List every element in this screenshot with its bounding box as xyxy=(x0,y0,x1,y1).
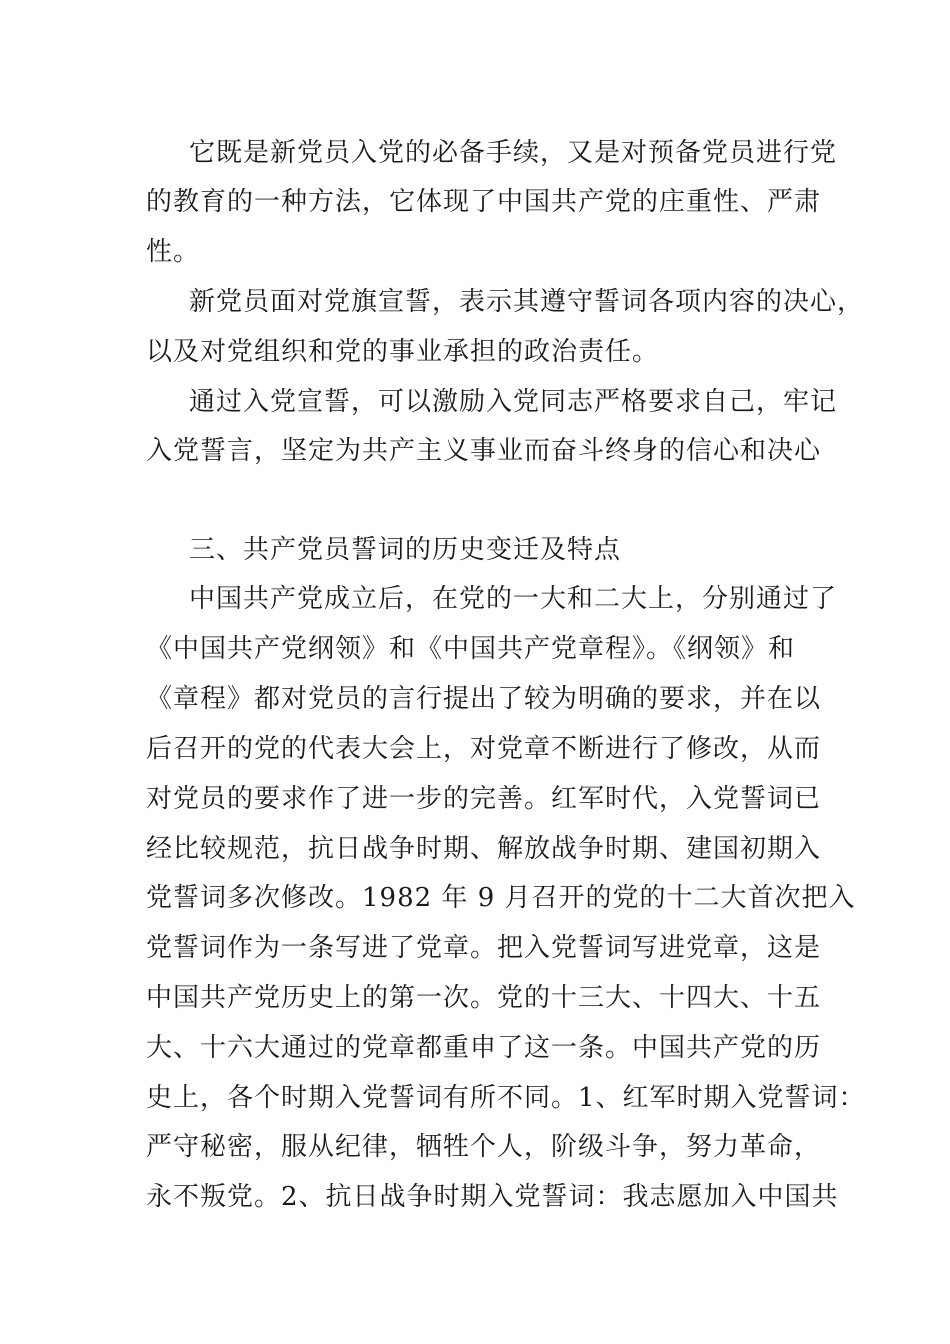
section-heading: 三、共产党员誓词的历史变迁及特点 xyxy=(189,535,622,565)
paragraph-4-line-9: 中国共产党历史上的第一次。党的十三大、十四大、十五 xyxy=(146,983,822,1013)
paragraph-4-line-7: 党誓词多次修改。1982 年 9 月召开的党的十二大首次把入 xyxy=(146,883,856,913)
paragraph-4-line-3: 《章程》都对党员的言行提出了较为明确的要求，并在以 xyxy=(146,684,822,714)
paragraph-2-line-2: 以及对党组织和党的事业承担的政治责任。 xyxy=(146,337,660,367)
paragraph-4-line-4: 后召开的党的代表大会上，对党章不断进行了修改，从而 xyxy=(146,734,822,764)
paragraph-4-line-5: 对党员的要求作了进一步的完善。红军时代，入党誓词已 xyxy=(146,784,822,814)
paragraph-4-line-1: 中国共产党成立后，在党的一大和二大上，分别通过了 xyxy=(189,584,838,614)
paragraph-1-line-1: 它既是新党员入党的必备手续，又是对预备党员进行党 xyxy=(189,138,838,168)
paragraph-3-line-2: 入党誓言，坚定为共产主义事业而奋斗终身的信心和决心 xyxy=(146,436,822,466)
paragraph-4-line-2: 《中国共产党纲领》和《中国共产党章程》。《纲领》和 xyxy=(146,634,796,664)
paragraph-4-line-6: 经比较规范，抗日战争时期、解放战争时期、建国初期入 xyxy=(146,834,822,864)
paragraph-4-line-12: 严守秘密，服从纪律，牺牲个人，阶级斗争，努力革命， xyxy=(146,1132,822,1162)
paragraph-3-line-1: 通过入党宣誓，可以激励入党同志严格要求自己，牢记 xyxy=(189,387,838,417)
paragraph-4-line-13: 永不叛党。2、抗日战争时期入党誓词：我志愿加入中国共 xyxy=(146,1182,839,1212)
paragraph-2-line-1: 新党员面对党旗宣誓，表示其遵守誓词各项内容的决心， xyxy=(189,287,865,317)
paragraph-4-line-11: 史上，各个时期入党誓词有所不同。1、红军时期入党誓词： xyxy=(146,1083,866,1113)
paragraph-1-line-2: 的教育的一种方法，它体现了中国共产党的庄重性、严肃 xyxy=(146,187,822,217)
paragraph-4-line-8: 党誓词作为一条写进了党章。把入党誓词写进党章，这是 xyxy=(146,933,822,963)
paragraph-4-line-10: 大、十六大通过的党章都重申了这一条。中国共产党的历 xyxy=(146,1033,822,1063)
paragraph-1-line-3: 性。 xyxy=(146,237,201,267)
